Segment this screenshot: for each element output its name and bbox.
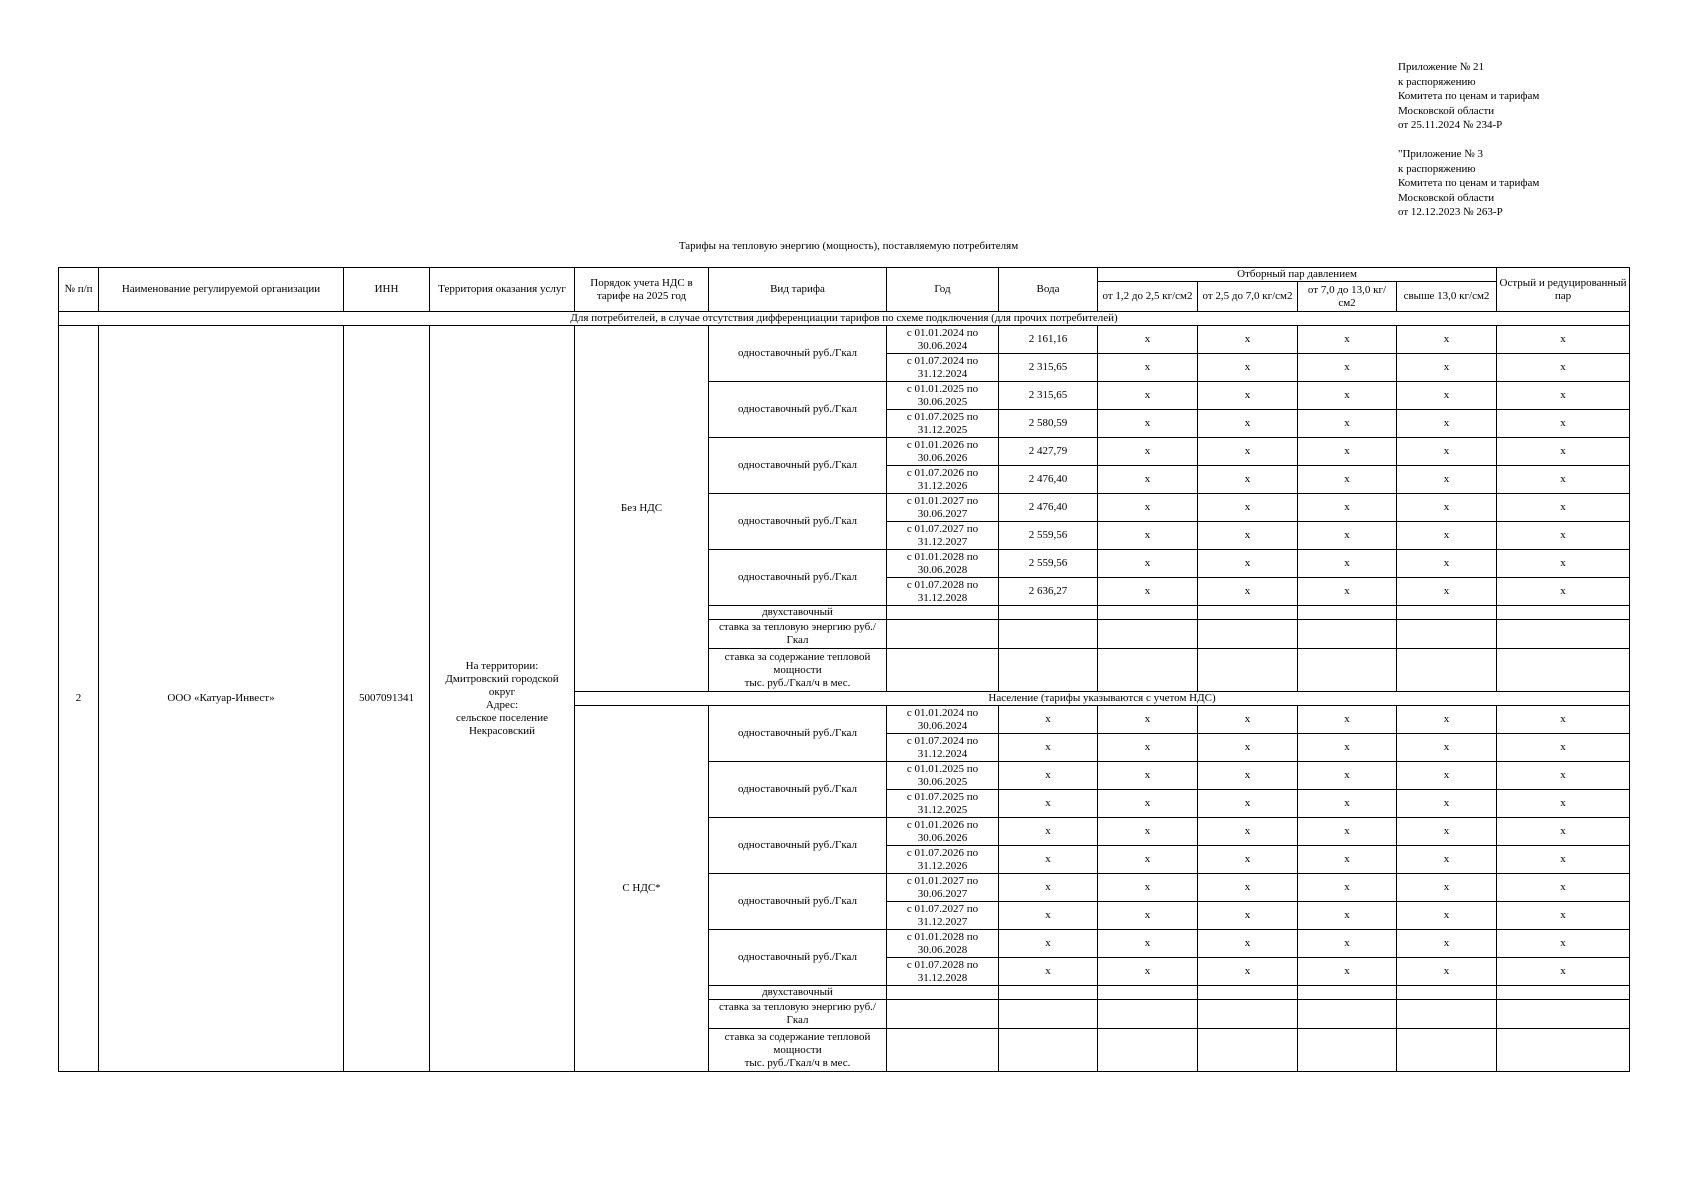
x-mark-cell: x — [1198, 494, 1298, 522]
period-cell: с 01.01.2028 по 30.06.2028 — [887, 550, 999, 578]
x-mark-cell: x — [1098, 578, 1198, 606]
appendix-line: от 12.12.2023 № 263-Р — [1398, 206, 1503, 219]
x-mark-cell: x — [1298, 522, 1397, 550]
period-cell: с 01.07.2028 по 31.12.2028 — [887, 578, 999, 606]
org-inn: 5007091341 — [344, 326, 430, 1072]
x-mark-cell: x — [1397, 902, 1497, 930]
x-mark-cell: x — [1098, 930, 1198, 958]
x-mark-cell: x — [1497, 734, 1630, 762]
appendix-line: Комитета по ценам и тарифам — [1398, 90, 1540, 103]
appendix-line: Комитета по ценам и тарифам — [1398, 177, 1540, 190]
col-header-year: Год — [887, 268, 999, 312]
x-mark-cell: x — [1298, 438, 1397, 466]
water-value-cell: 2 315,65 — [999, 354, 1098, 382]
x-mark-cell: x — [1497, 354, 1630, 382]
empty-cell — [1397, 606, 1497, 620]
x-mark-cell: x — [1497, 790, 1630, 818]
x-mark-cell: x — [1497, 846, 1630, 874]
tariff-type-cell: одноставочный руб./Гкал — [709, 762, 887, 818]
x-mark-cell: x — [1098, 874, 1198, 902]
x-mark-cell: x — [1298, 706, 1397, 734]
section-header-population: Население (тарифы указываются с учетом НДС) — [575, 692, 1630, 706]
x-mark-cell: x — [1198, 354, 1298, 382]
x-mark-cell: x — [1198, 734, 1298, 762]
empty-cell — [999, 1000, 1098, 1029]
x-mark-cell: x — [1198, 326, 1298, 354]
x-mark-cell: x — [1198, 706, 1298, 734]
period-cell: с 01.07.2026 по 31.12.2026 — [887, 466, 999, 494]
period-cell: с 01.01.2024 по 30.06.2024 — [887, 326, 999, 354]
x-mark-cell: x — [1198, 874, 1298, 902]
water-value-cell: x — [999, 818, 1098, 846]
x-mark-cell: x — [1397, 438, 1497, 466]
col-header-water: Вода — [999, 268, 1098, 312]
x-mark-cell: x — [1497, 930, 1630, 958]
appendix-line: от 25.11.2024 № 234-Р — [1398, 119, 1503, 132]
x-mark-cell: x — [1198, 818, 1298, 846]
x-mark-cell: x — [1497, 438, 1630, 466]
x-mark-cell: x — [1098, 550, 1198, 578]
x-mark-cell: x — [1397, 522, 1497, 550]
x-mark-cell: x — [1298, 494, 1397, 522]
empty-cell — [887, 1000, 999, 1029]
x-mark-cell: x — [1298, 578, 1397, 606]
x-mark-cell: x — [1198, 410, 1298, 438]
appendix-header — [1398, 60, 1678, 220]
period-cell: с 01.01.2027 по 30.06.2027 — [887, 874, 999, 902]
x-mark-cell: x — [1098, 762, 1198, 790]
x-mark-cell: x — [1298, 354, 1397, 382]
col-header-tariff-type: Вид тарифа — [709, 268, 887, 312]
empty-cell — [1098, 649, 1198, 692]
empty-cell — [999, 649, 1098, 692]
x-mark-cell: x — [1397, 706, 1497, 734]
empty-cell — [887, 620, 999, 649]
x-mark-cell: x — [1497, 762, 1630, 790]
org-territory-line: Некрасовский — [468, 724, 536, 737]
empty-cell — [1098, 986, 1198, 1000]
period-cell: с 01.01.2025 по 30.06.2025 — [887, 762, 999, 790]
col-header-sharp-steam: Острый и редуцированный пар — [1497, 268, 1630, 312]
x-mark-cell: x — [1198, 958, 1298, 986]
col-header-steam-2: от 2,5 до 7,0 кг/см2 — [1198, 282, 1298, 312]
empty-cell — [1298, 649, 1397, 692]
water-value-cell: 2 580,59 — [999, 410, 1098, 438]
appendix-line: Приложение № 21 — [1398, 61, 1485, 73]
tariff-table — [58, 267, 1630, 1072]
table-row — [59, 326, 1630, 354]
section-header-other: Для потребителей, в случае отсутствия дифференциации тарифов по схеме подключения (для прочих потребителей) — [59, 312, 1630, 326]
period-cell: с 01.07.2024 по 31.12.2024 — [887, 354, 999, 382]
x-mark-cell: x — [1298, 410, 1397, 438]
x-mark-cell: x — [1198, 762, 1298, 790]
x-mark-cell: x — [1397, 550, 1497, 578]
x-mark-cell: x — [1397, 578, 1497, 606]
org-territory-line: Адрес: — [485, 698, 519, 711]
empty-cell — [887, 606, 999, 620]
document-title: Тарифы на тепловую энергию (мощность), поставляемую потребителям — [678, 240, 1019, 252]
x-mark-cell: x — [1497, 578, 1630, 606]
x-mark-cell: x — [1098, 958, 1198, 986]
tariff-table-body — [59, 312, 1630, 1072]
x-mark-cell: x — [1497, 902, 1630, 930]
x-mark-cell: x — [1497, 550, 1630, 578]
capacity-rate-label-line: тыс. руб./Гкал/ч в мес. — [744, 676, 851, 689]
tariff-type-cell: одноставочный руб./Гкал — [709, 494, 887, 550]
empty-cell — [1397, 986, 1497, 1000]
empty-cell — [887, 986, 999, 1000]
period-cell: с 01.07.2024 по 31.12.2024 — [887, 734, 999, 762]
empty-cell — [1298, 1000, 1397, 1029]
org-territory — [430, 326, 575, 1072]
x-mark-cell: x — [1397, 762, 1497, 790]
org-name: ООО «Катуар-Инвест» — [99, 326, 344, 1072]
x-mark-cell: x — [1198, 902, 1298, 930]
x-mark-cell: x — [1497, 874, 1630, 902]
appendix-line: к распоряжению — [1398, 75, 1476, 88]
table-row — [59, 312, 1630, 326]
empty-cell — [1298, 620, 1397, 649]
x-mark-cell: x — [1497, 818, 1630, 846]
x-mark-cell: x — [1198, 522, 1298, 550]
col-header-inn: ИНН — [344, 268, 430, 312]
org-territory-line: Дмитровский городской — [445, 672, 559, 685]
x-mark-cell: x — [1098, 410, 1198, 438]
x-mark-cell: x — [1298, 550, 1397, 578]
x-mark-cell: x — [1098, 846, 1198, 874]
period-cell: с 01.07.2028 по 31.12.2028 — [887, 958, 999, 986]
period-cell: с 01.01.2025 по 30.06.2025 — [887, 382, 999, 410]
water-value-cell: 2 161,16 — [999, 326, 1098, 354]
tariff-type-cell: одноставочный руб./Гкал — [709, 818, 887, 874]
x-mark-cell: x — [1397, 958, 1497, 986]
col-header-steam-1: от 1,2 до 2,5 кг/см2 — [1098, 282, 1198, 312]
x-mark-cell: x — [1298, 762, 1397, 790]
x-mark-cell: x — [1198, 466, 1298, 494]
empty-cell — [1098, 606, 1198, 620]
col-header-steam-3: от 7,0 до 13,0 кг/см2 — [1298, 282, 1397, 312]
empty-cell — [1397, 649, 1497, 692]
tariff-type-cell: одноставочный руб./Гкал — [709, 438, 887, 494]
empty-cell — [1098, 620, 1198, 649]
x-mark-cell: x — [1397, 494, 1497, 522]
x-mark-cell: x — [1098, 790, 1198, 818]
x-mark-cell: x — [1497, 958, 1630, 986]
empty-cell — [1298, 986, 1397, 1000]
vat-group-label: Без НДС — [575, 326, 709, 692]
x-mark-cell: x — [1298, 818, 1397, 846]
x-mark-cell: x — [1397, 874, 1497, 902]
two-part-label: двухставочный — [709, 986, 887, 1000]
x-mark-cell: x — [1198, 846, 1298, 874]
x-mark-cell: x — [1198, 550, 1298, 578]
x-mark-cell: x — [1397, 410, 1497, 438]
x-mark-cell: x — [1397, 846, 1497, 874]
x-mark-cell: x — [1098, 354, 1198, 382]
water-value-cell: 2 636,27 — [999, 578, 1098, 606]
x-mark-cell: x — [1098, 706, 1198, 734]
x-mark-cell: x — [1098, 902, 1198, 930]
energy-rate-label: ставка за тепловую энергию руб./Гкал — [709, 620, 887, 649]
col-header-steam-group: Отборный пар давлением — [1098, 268, 1497, 282]
empty-cell — [1497, 986, 1630, 1000]
empty-cell — [1497, 649, 1630, 692]
x-mark-cell: x — [1198, 382, 1298, 410]
empty-cell — [999, 606, 1098, 620]
x-mark-cell: x — [1198, 578, 1298, 606]
empty-cell — [999, 1029, 1098, 1072]
period-cell: с 01.07.2025 по 31.12.2025 — [887, 410, 999, 438]
empty-cell — [1497, 1029, 1630, 1072]
appendix-line: "Приложение № 3 — [1398, 147, 1484, 160]
x-mark-cell: x — [1497, 410, 1630, 438]
x-mark-cell: x — [1397, 930, 1497, 958]
col-header-num: № п/п — [59, 268, 99, 312]
empty-cell — [1198, 1000, 1298, 1029]
x-mark-cell: x — [1198, 438, 1298, 466]
x-mark-cell: x — [1397, 466, 1497, 494]
tariff-type-cell: одноставочный руб./Гкал — [709, 874, 887, 930]
capacity-rate-label — [709, 1029, 887, 1072]
water-value-cell: x — [999, 790, 1098, 818]
capacity-rate-label — [709, 649, 887, 692]
x-mark-cell: x — [1298, 958, 1397, 986]
empty-cell — [1198, 986, 1298, 1000]
org-territory-line: сельское поселение — [456, 711, 548, 724]
water-value-cell: 2 559,56 — [999, 522, 1098, 550]
capacity-rate-label-line: мощности — [773, 1043, 822, 1056]
col-header-steam-4: свыше 13,0 кг/см2 — [1397, 282, 1497, 312]
tariff-type-cell: одноставочный руб./Гкал — [709, 326, 887, 382]
period-cell: с 01.07.2027 по 31.12.2027 — [887, 902, 999, 930]
empty-cell — [1497, 606, 1630, 620]
x-mark-cell: x — [1497, 466, 1630, 494]
col-header-territory: Территория оказания услуг — [430, 268, 575, 312]
org-territory-line: На территории: — [465, 659, 539, 672]
empty-cell — [999, 620, 1098, 649]
col-header-org: Наименование регулируемой организации — [99, 268, 344, 312]
x-mark-cell: x — [1098, 438, 1198, 466]
x-mark-cell: x — [1497, 522, 1630, 550]
x-mark-cell: x — [1298, 466, 1397, 494]
empty-cell — [887, 649, 999, 692]
period-cell: с 01.01.2024 по 30.06.2024 — [887, 706, 999, 734]
x-mark-cell: x — [1298, 734, 1397, 762]
tariff-type-cell: одноставочный руб./Гкал — [709, 382, 887, 438]
empty-cell — [1397, 1000, 1497, 1029]
water-value-cell: x — [999, 734, 1098, 762]
capacity-rate-label-line: ставка за содержание тепловой — [724, 1030, 871, 1043]
water-value-cell: 2 427,79 — [999, 438, 1098, 466]
water-value-cell: x — [999, 930, 1098, 958]
period-cell: с 01.07.2026 по 31.12.2026 — [887, 846, 999, 874]
x-mark-cell: x — [1098, 734, 1198, 762]
appendix-line: Московской области — [1398, 191, 1495, 204]
water-value-cell: x — [999, 902, 1098, 930]
period-cell: с 01.07.2027 по 31.12.2027 — [887, 522, 999, 550]
water-value-cell: x — [999, 958, 1098, 986]
org-territory-line: округ — [488, 685, 516, 698]
water-value-cell: 2 476,40 — [999, 466, 1098, 494]
empty-cell — [1497, 620, 1630, 649]
water-value-cell: x — [999, 874, 1098, 902]
x-mark-cell: x — [1298, 326, 1397, 354]
capacity-rate-label-line: тыс. руб./Гкал/ч в мес. — [744, 1056, 851, 1069]
empty-cell — [1098, 1000, 1198, 1029]
x-mark-cell: x — [1198, 790, 1298, 818]
water-value-cell: x — [999, 846, 1098, 874]
x-mark-cell: x — [1298, 790, 1397, 818]
water-value-cell: 2 559,56 — [999, 550, 1098, 578]
x-mark-cell: x — [1397, 734, 1497, 762]
col-header-vat: Порядок учета НДС в тарифе на 2025 год — [575, 268, 709, 312]
capacity-rate-label-line: мощности — [773, 663, 822, 676]
x-mark-cell: x — [1098, 326, 1198, 354]
water-value-cell: 2 315,65 — [999, 382, 1098, 410]
empty-cell — [1397, 1029, 1497, 1072]
two-part-label: двухставочный — [709, 606, 887, 620]
x-mark-cell: x — [1397, 818, 1497, 846]
water-value-cell: 2 476,40 — [999, 494, 1098, 522]
empty-cell — [1298, 1029, 1397, 1072]
x-mark-cell: x — [1098, 494, 1198, 522]
energy-rate-label: ставка за тепловую энергию руб./Гкал — [709, 1000, 887, 1029]
period-cell: с 01.01.2026 по 30.06.2026 — [887, 438, 999, 466]
x-mark-cell: x — [1397, 382, 1497, 410]
empty-cell — [1198, 620, 1298, 649]
x-mark-cell: x — [1198, 930, 1298, 958]
water-value-cell: x — [999, 762, 1098, 790]
x-mark-cell: x — [1497, 326, 1630, 354]
org-number: 2 — [59, 326, 99, 1072]
empty-cell — [1198, 1029, 1298, 1072]
empty-cell — [1298, 606, 1397, 620]
x-mark-cell: x — [1397, 326, 1497, 354]
period-cell: с 01.01.2027 по 30.06.2027 — [887, 494, 999, 522]
empty-cell — [1397, 620, 1497, 649]
tariff-type-cell: одноставочный руб./Гкал — [709, 706, 887, 762]
x-mark-cell: x — [1098, 466, 1198, 494]
x-mark-cell: x — [1098, 382, 1198, 410]
tariff-type-cell: одноставочный руб./Гкал — [709, 550, 887, 606]
appendix-line: к распоряжению — [1398, 162, 1476, 175]
x-mark-cell: x — [1298, 930, 1397, 958]
period-cell: с 01.01.2028 по 30.06.2028 — [887, 930, 999, 958]
vat-group-label: С НДС* — [575, 706, 709, 1072]
empty-cell — [1098, 1029, 1198, 1072]
x-mark-cell: x — [1497, 706, 1630, 734]
empty-cell — [1497, 1000, 1630, 1029]
x-mark-cell: x — [1298, 382, 1397, 410]
empty-cell — [999, 986, 1098, 1000]
x-mark-cell: x — [1298, 846, 1397, 874]
water-value-cell: x — [999, 706, 1098, 734]
empty-cell — [887, 1029, 999, 1072]
x-mark-cell: x — [1298, 874, 1397, 902]
empty-cell — [1198, 606, 1298, 620]
appendix-line: Московской области — [1398, 104, 1495, 117]
x-mark-cell: x — [1497, 382, 1630, 410]
x-mark-cell: x — [1098, 522, 1198, 550]
x-mark-cell: x — [1497, 494, 1630, 522]
period-cell: с 01.07.2025 по 31.12.2025 — [887, 790, 999, 818]
x-mark-cell: x — [1397, 790, 1497, 818]
tariff-type-cell: одноставочный руб./Гкал — [709, 930, 887, 986]
period-cell: с 01.01.2026 по 30.06.2026 — [887, 818, 999, 846]
x-mark-cell: x — [1098, 818, 1198, 846]
capacity-rate-label-line: ставка за содержание тепловой — [724, 650, 871, 663]
x-mark-cell: x — [1298, 902, 1397, 930]
x-mark-cell: x — [1397, 354, 1497, 382]
empty-cell — [1198, 649, 1298, 692]
